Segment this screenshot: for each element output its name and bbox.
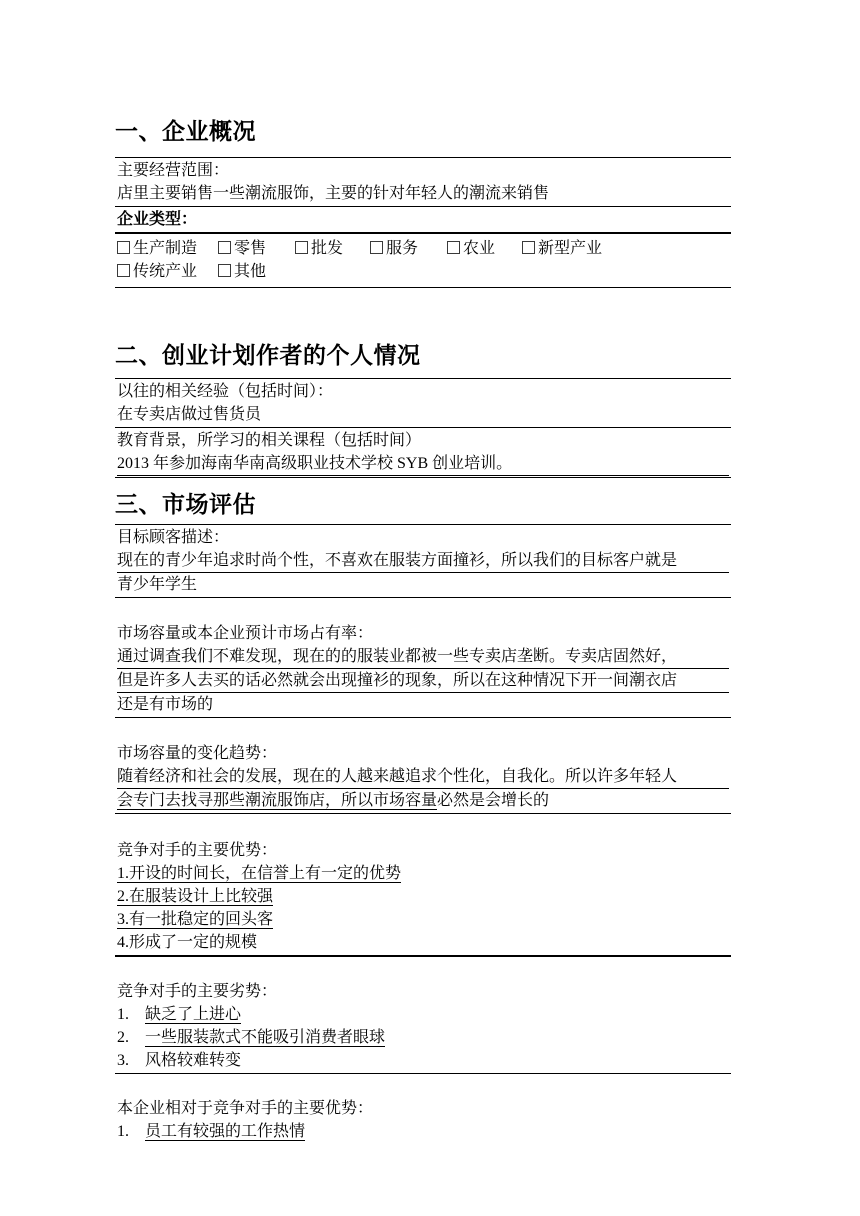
list-item [117, 931, 729, 954]
checkbox-icon[interactable] [295, 241, 308, 254]
market-share-line2: 但是许多人去买的话必然就会出现撞衫的现象，所以在这种情况下开一间潮衣店 [117, 669, 729, 693]
competitor-strengths-block [115, 839, 731, 957]
list-item [117, 908, 729, 931]
market-trend-line2-underlined: 会专门去找寻那些潮流服饰店，所以市场容量 [117, 792, 438, 809]
list-item [117, 1003, 729, 1026]
checkbox-icon[interactable] [117, 264, 130, 277]
list-item-number: 1. [117, 1123, 129, 1140]
market-trend-label: 市场容量的变化趋势： [117, 745, 278, 762]
section-2-table [115, 378, 731, 478]
list-item-text: 1.开设的时间长，在信誉上有一定的优势 [117, 865, 402, 882]
our-advantages-label: 本企业相对于竞争对手的主要优势： [117, 1100, 374, 1117]
checkbox-option-new-industry[interactable] [522, 237, 729, 260]
checkbox-option-wholesale[interactable] [295, 237, 370, 260]
experience-value: 在专卖店做过售货员 [117, 406, 262, 423]
checkbox-option-other[interactable] [218, 260, 295, 283]
market-share-label: 市场容量或本企业预计市场占有率： [117, 625, 374, 642]
competitor-weaknesses-block [115, 980, 731, 1074]
target-customers-table [115, 524, 731, 598]
business-scope-value: 店里主要销售一些潮流服饰，主要的针对年轻人的潮流来销售 [117, 185, 550, 202]
market-trend-line2 [117, 789, 729, 812]
list-item-text: 4.形成了一定的规模 [117, 934, 258, 951]
checkbox-option-service[interactable] [370, 237, 447, 260]
business-scope-label: 主要经营范围： [117, 162, 230, 179]
target-customers-label: 目标顾客描述： [117, 529, 230, 546]
market-trend-block [115, 742, 731, 814]
list-item-number: 1. [117, 1006, 129, 1023]
target-customers-line2: 青少年学生 [117, 576, 198, 593]
enterprise-type-options-row [115, 234, 731, 288]
business-plan-document [115, 0, 731, 1144]
list-item-number: 2. [117, 1029, 129, 1046]
checkbox-label: 农业 [463, 240, 496, 257]
list-item-text: 风格较难转变 [145, 1052, 242, 1069]
checkbox-option-manufacturing[interactable] [117, 237, 218, 260]
list-item-text: 3.有一批稳定的回头客 [117, 911, 274, 928]
checkbox-icon[interactable] [218, 264, 231, 277]
checkbox-label: 其他 [234, 263, 267, 280]
enterprise-type-options [117, 237, 729, 283]
education-label: 教育背景，所学习的相关课程（包括时间） [117, 432, 422, 449]
our-advantages-block [115, 1097, 731, 1144]
competitor-strengths-label: 竞争对手的主要优势： [117, 842, 278, 859]
checkbox-label: 零售 [234, 240, 267, 257]
list-item [117, 1120, 729, 1143]
target-customers-line1: 现在的青少年追求时尚个性，不喜欢在服装方面撞衫，所以我们的目标客户就是 [117, 549, 729, 573]
list-item-text: 员工有较强的工作热情 [145, 1123, 306, 1140]
list-item-text: 一些服装款式不能吸引消费者眼球 [145, 1029, 386, 1046]
experience-row [115, 379, 731, 428]
checkbox-icon[interactable] [370, 241, 383, 254]
section-2-heading: 二、创业计划作者的个人情况 [115, 342, 421, 368]
checkbox-icon[interactable] [522, 241, 535, 254]
market-share-line3: 还是有市场的 [117, 696, 214, 713]
list-item [117, 1026, 729, 1049]
list-item-text: 2.在服装设计上比较强 [117, 888, 274, 905]
checkbox-option-agriculture[interactable] [447, 237, 522, 260]
business-scope-row [115, 158, 731, 207]
list-item [117, 885, 729, 908]
list-item [117, 1049, 729, 1072]
checkbox-icon[interactable] [117, 241, 130, 254]
education-value: 2013 年参加海南华南高级职业技术学校 SYB 创业培训。 [117, 452, 729, 476]
checkbox-label: 生产制造 [133, 240, 198, 257]
checkbox-icon[interactable] [218, 241, 231, 254]
checkbox-icon[interactable] [447, 241, 460, 254]
list-item-number: 3. [117, 1052, 129, 1069]
enterprise-type-row [115, 207, 731, 234]
section-1-heading: 一、企业概况 [115, 118, 256, 144]
checkbox-label: 传统产业 [133, 263, 198, 280]
section-3-heading: 三、市场评估 [115, 491, 256, 517]
enterprise-type-label: 企业类型： [117, 211, 198, 228]
competitor-weaknesses-label: 竞争对手的主要劣势： [117, 983, 278, 1000]
section-1-table [115, 157, 731, 288]
market-trend-line2-plain: 必然是会增长的 [437, 792, 550, 809]
checkbox-label: 批发 [311, 240, 344, 257]
checkbox-option-retail[interactable] [218, 237, 295, 260]
list-item-text: 缺乏了上进心 [145, 1006, 242, 1023]
market-share-line1: 通过调查我们不难发现，现在的的服装业都被一些专卖店垄断。专卖店固然好， [117, 645, 729, 669]
checkbox-option-traditional-industry[interactable] [117, 260, 218, 283]
list-item [117, 862, 729, 885]
education-row [115, 428, 731, 478]
target-customers-row [115, 525, 731, 598]
experience-label: 以往的相关经验（包括时间）： [117, 383, 334, 400]
market-trend-line1: 随着经济和社会的发展，现在的人越来越追求个性化，自我化。所以许多年轻人 [117, 765, 729, 789]
checkbox-label: 服务 [386, 240, 419, 257]
checkbox-label: 新型产业 [538, 240, 603, 257]
market-share-block [115, 622, 731, 718]
